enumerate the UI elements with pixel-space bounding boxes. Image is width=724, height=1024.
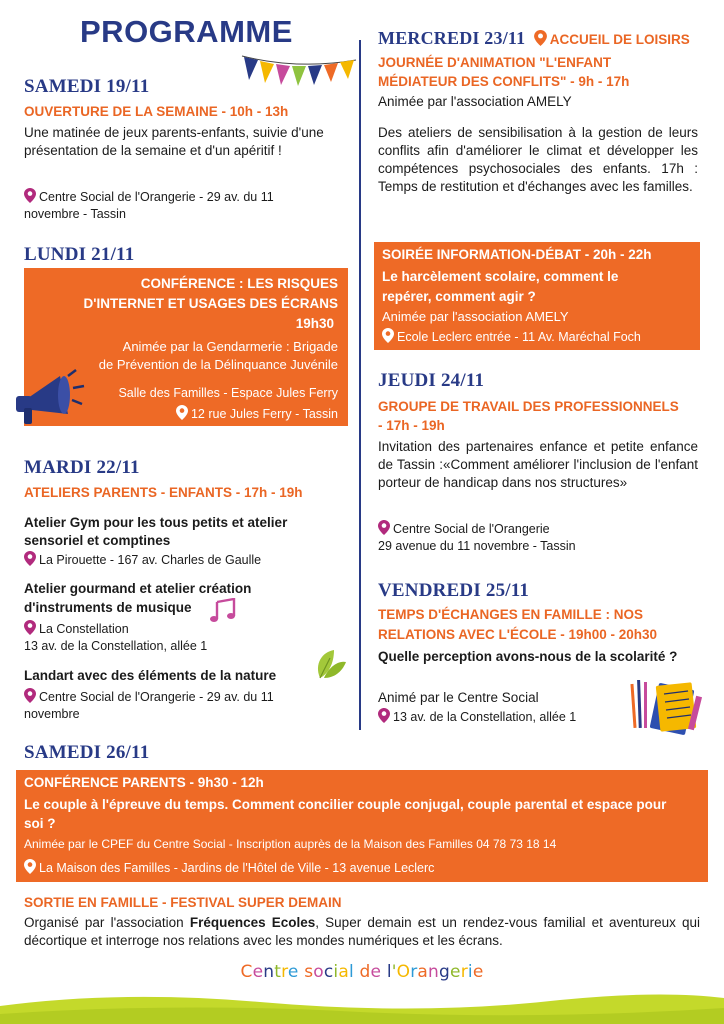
soiree-animator: Animée par l'association AMELY [382,309,569,324]
location-text: 12 rue Jules Ferry - Tassin [190,407,338,421]
music-note-icon [208,598,238,624]
location-text: Ecole Leclerc entrée - 11 Av. Maréchal Foch [397,330,641,344]
sortie-association-name: Fréquences Ecoles [189,915,316,930]
event-title-ateliers: ATELIERS PARENTS - ENFANTS - 17h - 19h [24,485,303,500]
location-pin-icon [24,188,36,203]
mercredi-description: Des ateliers de sensibilisation à la gestion de leurs conflits afin d'améliorer le climat et développer les compétences psychosociales des enfants. 17h : Temps de restitution et d'échanges avec les familles. [378,125,698,194]
conference-title-line-1: CONFÉRENCE : LES RISQUES [140,276,338,291]
location-text: 13 av. de la Constellation, allée 1 [393,710,577,724]
location-text: Centre Social de l'Orangerie - 29 av. du 11 [39,690,274,704]
location-text: La Pirouette - 167 av. Charles de Gaulle [39,553,262,567]
location-address: 13 av. de la Constellation, allée 1 [24,639,208,653]
atelier-gourmand-location [24,620,207,655]
location-pin-icon [176,405,188,420]
conference-location-1: Salle des Familles - Espace Jules Ferry [118,386,338,400]
location-line-1: Centre Social de l'Orangerie - 29 av. du 11 [39,190,274,204]
vendredi-animator: Animé par le Centre Social [378,690,539,705]
event-location-ouverture [24,188,354,223]
vendredi-title-2: RELATIONS AVEC L'ÉCOLE - 19h00 - 20h30 [378,627,658,642]
location-pin-icon [24,551,36,566]
atelier-gym-title-1: Atelier Gym pour les tous petits et atelier [24,515,288,530]
location-text: La Maison des Familles - Jardins de l'Hôtel de Ville - 13 avenue Leclerc [39,861,435,875]
conference-animator-1: Animée par la Gendarmerie : Brigade [122,339,338,354]
jeudi-description: Invitation des partenaires enfance et petite enfance de Tassin :«Comment améliorer l'inclusion de l'enfant porteur de handicap dans nos structures» [378,439,698,490]
conference-parents-location [24,859,434,877]
location-pin-icon [534,30,547,46]
atelier-gym-location [24,551,261,569]
conference-parents-title: CONFÉRENCE PARENTS - 9h30 - 12h [24,775,264,790]
vendredi-title-1: TEMPS D'ÉCHANGES EN FAMILLE : NOS [378,607,643,622]
logo-text: Centre social de l'Orangerie [240,962,484,982]
event-desc-ouverture: Une matinée de jeux parents-enfants, suivie d'une présentation de la semaine et d'un apéritif ! [24,125,324,158]
location-pin-icon [378,708,390,723]
footer-logo [0,962,724,982]
sortie-famille-title: SORTIE EN FAMILLE - FESTIVAL SUPER DEMAIN [24,895,342,910]
soiree-question-2: repérer, comment agir ? [382,289,536,304]
megaphone-icon [10,368,88,430]
location-pin-icon [382,328,394,343]
location-line-2: novembre [24,707,80,721]
leaves-icon [312,646,348,680]
day-heading-vendredi-25: VENDREDI 25/11 [378,580,530,601]
soiree-location [382,328,641,346]
vendredi-question: Quelle perception avons-nous de la scolarité ? [378,649,678,664]
column-divider [359,40,361,730]
notebook-pencils-icon [628,676,708,738]
sortie-text-post: , Super demain est un rendez-vous familial et aventureux qui décortique et interroge nos relations avec les mondes numériques et les écrans. [24,915,700,948]
mercredi-place: ACCUEIL DE LOISIRS [549,32,690,47]
bunting-decoration [238,50,360,90]
landart-location [24,688,274,723]
location-pin-icon [378,520,390,535]
location-line-2: novembre - Tassin [24,207,126,221]
page-title: PROGRAMME [80,14,293,49]
vendredi-location [378,708,576,726]
conference-parents-question: Le couple à l'épreuve du temps. Comment concilier couple conjugal, couple parental et espace pour soi ? [24,797,667,831]
location-text: Centre Social de l'Orangerie [393,522,550,536]
mercredi-title-2: MÉDIATEUR DES CONFLITS" - 9h - 17h [378,74,630,89]
location-address: 29 avenue du 11 novembre - Tassin [378,539,576,553]
conference-location-2 [176,405,338,423]
sortie-text-pre: Organisé par l'association [24,915,190,930]
atelier-gourmand-title-1: Atelier gourmand et atelier création [24,581,252,596]
jeudi-title-1: GROUPE DE TRAVAIL DES PROFESSIONNELS [378,399,679,414]
location-pin-icon [24,688,36,703]
location-pin-icon [24,859,36,874]
soiree-title: SOIRÉE INFORMATION-DÉBAT - 20h - 22h [382,247,652,262]
event-title-ouverture: OUVERTURE DE LA SEMAINE - 10h - 13h [24,104,289,119]
landart-title: Landart avec des éléments de la nature [24,668,277,683]
jeudi-title-2: - 17h - 19h [378,418,445,433]
location-pin-icon [24,620,36,635]
conference-parents-box [16,770,708,882]
location-text: La Constellation [39,622,129,636]
grass-footer-decoration [0,990,724,1024]
conference-title-time: 19h30 [295,316,334,331]
soiree-question-1: Le harcèlement scolaire, comment le [382,269,619,284]
day-heading-mercredi-23: MERCREDI 23/11 [378,28,526,48]
mercredi-heading-row [378,28,690,49]
conference-parents-animator: Animée par le CPEF du Centre Social - Inscription auprès de la Maison des Familles 04 78 73 18 14 [24,837,557,851]
day-heading-lundi-21: LUNDI 21/11 [24,244,135,265]
atelier-gym-title-2: sensoriel et comptines [24,533,171,548]
day-heading-samedi-26: SAMEDI 26/11 [24,742,150,763]
mercredi-animator: Animée par l'association AMELY [378,94,572,109]
conference-title-line-2: D'INTERNET ET USAGES DES ÉCRANS [83,296,338,311]
mercredi-title-1: JOURNÉE D'ANIMATION "L'ENFANT [378,55,612,70]
day-heading-jeudi-24: JEUDI 24/11 [378,370,485,391]
day-heading-mardi-22: MARDI 22/11 [24,457,140,478]
jeudi-location [378,520,576,555]
conference-animator-2: de Prévention de la Délinquance Juvénile [98,357,338,372]
atelier-gourmand-title-2: d'instruments de musique [24,600,192,615]
soiree-debat-box [374,242,700,350]
day-heading-samedi-19: SAMEDI 19/11 [24,76,150,97]
sortie-famille-description [24,914,700,950]
